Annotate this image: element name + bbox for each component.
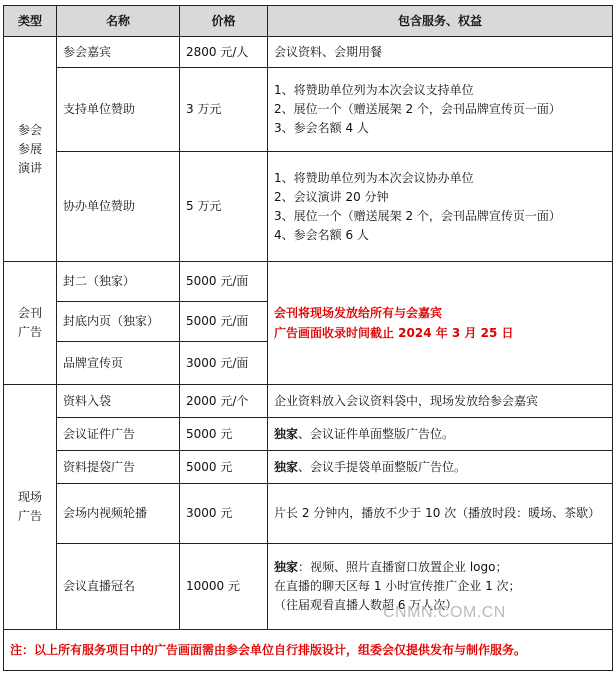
- category-line: 广告: [17, 509, 42, 523]
- item-name: 协办单位赞助: [57, 152, 180, 262]
- item-name: 会议证件广告: [57, 418, 180, 451]
- header-price: 价格: [180, 6, 268, 37]
- notice-line: 广告画面收录时间截止 2024 年 3 月 25 日: [274, 326, 514, 340]
- item-price: 3 万元: [180, 68, 268, 152]
- exclusive-label: 独家: [274, 459, 299, 474]
- item-services: [268, 152, 613, 262]
- item-services: [268, 68, 613, 152]
- service-line: 4、参会名额 6 人: [274, 227, 369, 242]
- service-line: 片长 2 分钟内，播放不少于 10 次（播放时段：暖场、茶歇）: [274, 506, 601, 520]
- service-line: 、会议证件单面整版广告位。: [298, 426, 455, 441]
- item-services: [268, 37, 613, 68]
- item-name: 会场内视频轮播: [57, 484, 180, 544]
- category-cell: [4, 37, 57, 262]
- category-cell: [4, 385, 57, 630]
- table-row: [4, 68, 613, 152]
- item-name: 会议直播冠名: [57, 544, 180, 630]
- item-name: 封底内页（独家）: [57, 302, 180, 342]
- category-line: 演讲: [17, 160, 42, 175]
- item-price: 5000 元/面: [180, 262, 268, 302]
- item-name: 参会嘉宾: [57, 37, 180, 68]
- item-price: 5000 元: [180, 451, 268, 484]
- table-row: [4, 262, 613, 302]
- service-line: 3、展位一个（赠送展架 2 个，会刊品牌宣传页一面）: [274, 208, 561, 223]
- notice-line: 会刊将现场发放给所有与会嘉宾: [274, 306, 443, 320]
- service-line: 企业资料放入会议资料袋中，现场发放给参会嘉宾: [274, 393, 539, 408]
- item-name: 支持单位赞助: [57, 68, 180, 152]
- category-line: 参会: [17, 122, 42, 137]
- item-name: 资料提袋广告: [57, 451, 180, 484]
- header-type: 类型: [4, 6, 57, 37]
- category-line: 广告: [17, 325, 42, 339]
- category-line: 现场: [17, 490, 42, 504]
- pricing-table: [3, 5, 613, 671]
- service-line: 3、参会名额 4 人: [274, 121, 369, 135]
- table-row: [4, 451, 613, 484]
- table-row: [4, 484, 613, 544]
- table-row: [4, 37, 613, 68]
- header-services: 包含服务、权益: [268, 6, 613, 37]
- service-line: 在直播的聊天区每 1 小时宣传推广企业 1 次；: [274, 579, 521, 593]
- category-cell: [4, 262, 57, 385]
- exclusive-label: 独家: [274, 560, 299, 574]
- service-line: 会议资料、会期用餐: [274, 44, 383, 59]
- item-price: 3000 元: [180, 484, 268, 544]
- item-name: 资料入袋: [57, 385, 180, 418]
- category-line: 参展: [17, 141, 42, 156]
- item-price: 5000 元: [180, 418, 268, 451]
- service-line: 、会议手提袋单面整版广告位。: [298, 459, 467, 474]
- footer-note: 注：以上所有服务项目中的广告画面需由参会单位自行排版设计，组委会仅提供发布与制作服务。: [4, 630, 613, 671]
- notice-cell: [268, 262, 613, 385]
- table-row: [4, 152, 613, 262]
- item-services: [268, 451, 613, 484]
- item-price: 3000 元/面: [180, 342, 268, 385]
- item-price: 10000 元: [180, 544, 268, 630]
- item-services: [268, 418, 613, 451]
- table-row: [4, 544, 613, 630]
- item-name: 封二（独家）: [57, 262, 180, 302]
- watermark: CNMN.COM.CN: [383, 604, 506, 621]
- service-line: 1、将赞助单位列为本次会议支持单位: [274, 83, 474, 97]
- item-price: 5000 元/面: [180, 302, 268, 342]
- category-line: 会刊: [17, 306, 42, 320]
- service-line: 2、会议演讲 20 分钟: [274, 189, 389, 204]
- item-price: 5 万元: [180, 152, 268, 262]
- exclusive-label: 独家: [274, 426, 299, 441]
- service-line: 2、展位一个（赠送展架 2 个，会刊品牌宣传页一面）: [274, 102, 561, 116]
- item-name: 品牌宣传页: [57, 342, 180, 385]
- header-name: 名称: [57, 6, 180, 37]
- item-price: 2800 元/人: [180, 37, 268, 68]
- table-row: [4, 385, 613, 418]
- item-services: [268, 544, 613, 630]
- table-row: [4, 418, 613, 451]
- service-line: 1、将赞助单位列为本次会议协办单位: [274, 170, 474, 185]
- service-line: ：视频、照片直播窗口放置企业 logo；: [298, 560, 508, 574]
- item-price: 2000 元/个: [180, 385, 268, 418]
- item-services: [268, 385, 613, 418]
- item-services: [268, 484, 613, 544]
- header-row: [4, 6, 613, 37]
- footer-note-row: [4, 630, 613, 671]
- service-line: （往届观看直播人数超 6 万人次）: [274, 598, 458, 612]
